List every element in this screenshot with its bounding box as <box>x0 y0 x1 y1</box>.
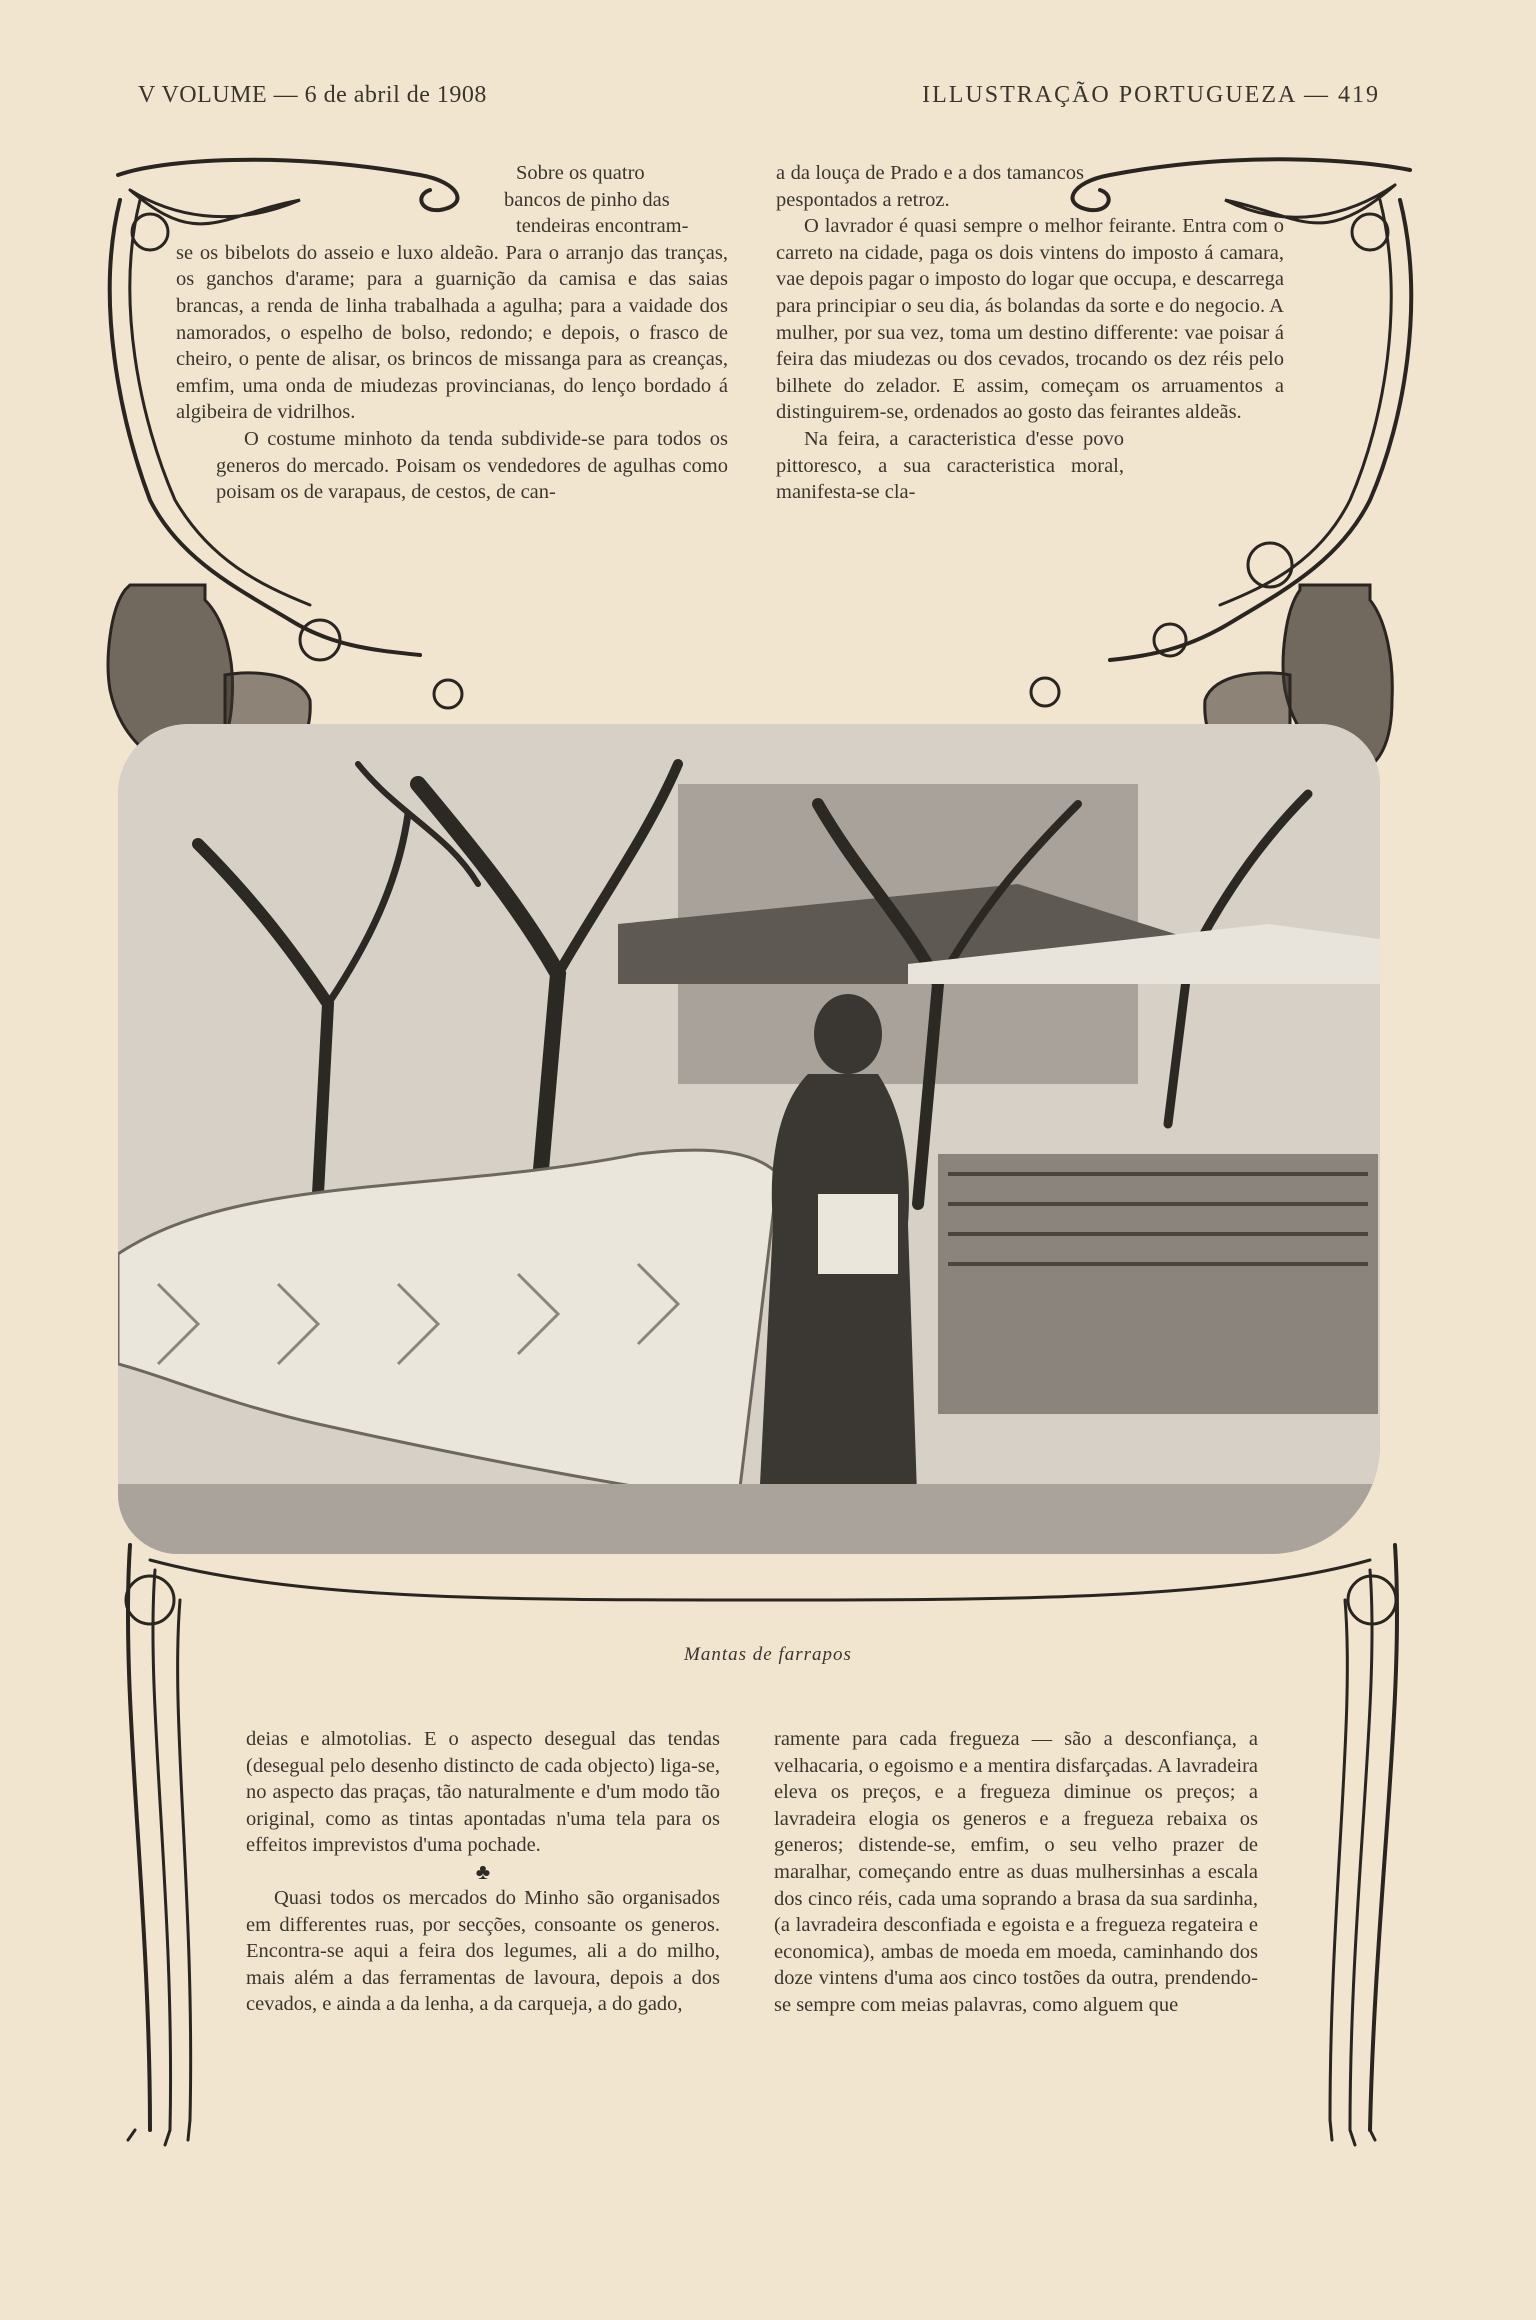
frame-stem-right <box>1370 1545 1397 2130</box>
paragraph-line: tendeiras encontram- <box>516 215 689 238</box>
paragraph-line: Sobre os quatro <box>516 162 645 184</box>
blanket-stall <box>938 1154 1378 1414</box>
paragraph: deias e almotolias. E o aspecto desegual das tendas (desegual pelo desenho distincto de cada objecto) liga-se, no aspecto das praças, tão naturalmente e d'um modo tão original, como as tintas apontadas n'uma tela para os effeitos imprevistos d'uma pochade. <box>246 1728 720 1857</box>
paragraph: O lavrador é quasi sempre o melhor feirante. Entra com o carreto na cidade, paga os dois vintens do imposto á camara, vae depois pagar o imposto do logar que occupa, e descarrega para principiar o seu dia, ás bolandas da sorte e do negocio. A mulher, por sua vez, toma um destino differente: vae poisar á feira das miudezas ou dos cevados, trocando os dez réis pelo bilhete do zelador. E assim, começam os arruamentos a distinguirem-se, ordenados ao gosto das feirantes aldeãs. <box>776 215 1284 424</box>
paragraph: se os bibelots do asseio e luxo aldeão. Para o arranjo das tranças, os ganchos d'arame; para a guarnição da camisa e das saias brancas, a renda de linha trabalhada a agulha; para a vaidade dos namorados, o espelho de bolso, redondo; e depois, o frasco de cheiro, o pente de alisar, os brincos de missanga para as creanças, emfim, uma onda de miudezas provincianas, do lenço bordado á algibeira de vidrilhos. <box>176 241 728 424</box>
lower-right-column <box>774 1726 1258 2019</box>
paragraph: O costume minhoto da tenda subdivide-se para todos os generos do mercado. Poisam os vendedores de agulhas como poisam os de varapaus, de cestos, de can- <box>216 427 728 504</box>
lower-left-column <box>246 1726 720 2018</box>
paragraph: ramente para cada fregueza — são a desconfiança, a velhacaria, o egoismo e a mentira disfarçadas. A lavradeira eleva os preços, e a fregueza diminue os preços; a lavradeira elogia os generos e a fregueza rebaixa os generos; distende-se, emfim, o seu velho prazer de maralhar, começando entre as duas mulhersinhas a escala dos cinco réis, cada uma soprando a brasa da sua sardinha, (a lavradeira desconfiada e egoista e a fregueza regateira e economica), ambas de moeda em moeda, caminhando dos doze vintens d'uma aos cinco tostões da outra, prendendo-se sempre com meias palavras, como alguem que <box>774 1728 1258 2016</box>
running-header-left: V VOLUME — 6 de abril de 1908 <box>138 82 487 108</box>
club-ornament-icon: ♣ <box>475 1858 491 1884</box>
paragraph: a da louça de Prado e a dos tamancos pespontados a retroz. <box>776 162 1084 211</box>
paragraph: Na feira, a caracteristica d'esse povo pittoresco, a sua caracteristica moral, manifesta-se cla- <box>776 427 1124 504</box>
running-header-right: ILLUSTRAÇÃO PORTUGUEZA — 419 <box>922 82 1380 108</box>
upper-right-column <box>776 160 1284 506</box>
photo-caption: Mantas de farrapos <box>684 1644 852 1665</box>
paragraph: Quasi todos os mercados do Minho são organisados em differentes ruas, por secções, consoante os generos. Encontra-se aqui a feira dos legumes, ali a do milho, mais além a das ferramentas de lavoura, depois a dos cevados, e ainda a da lenha, a da carqueja, a do gado, <box>246 1886 720 2016</box>
frame-stem-left <box>128 1545 150 2130</box>
photograph-illustration <box>118 724 1380 1554</box>
paragraph-line: bancos de pinho das <box>504 188 670 211</box>
market-photograph <box>118 724 1380 1554</box>
upper-left-column <box>176 160 728 506</box>
